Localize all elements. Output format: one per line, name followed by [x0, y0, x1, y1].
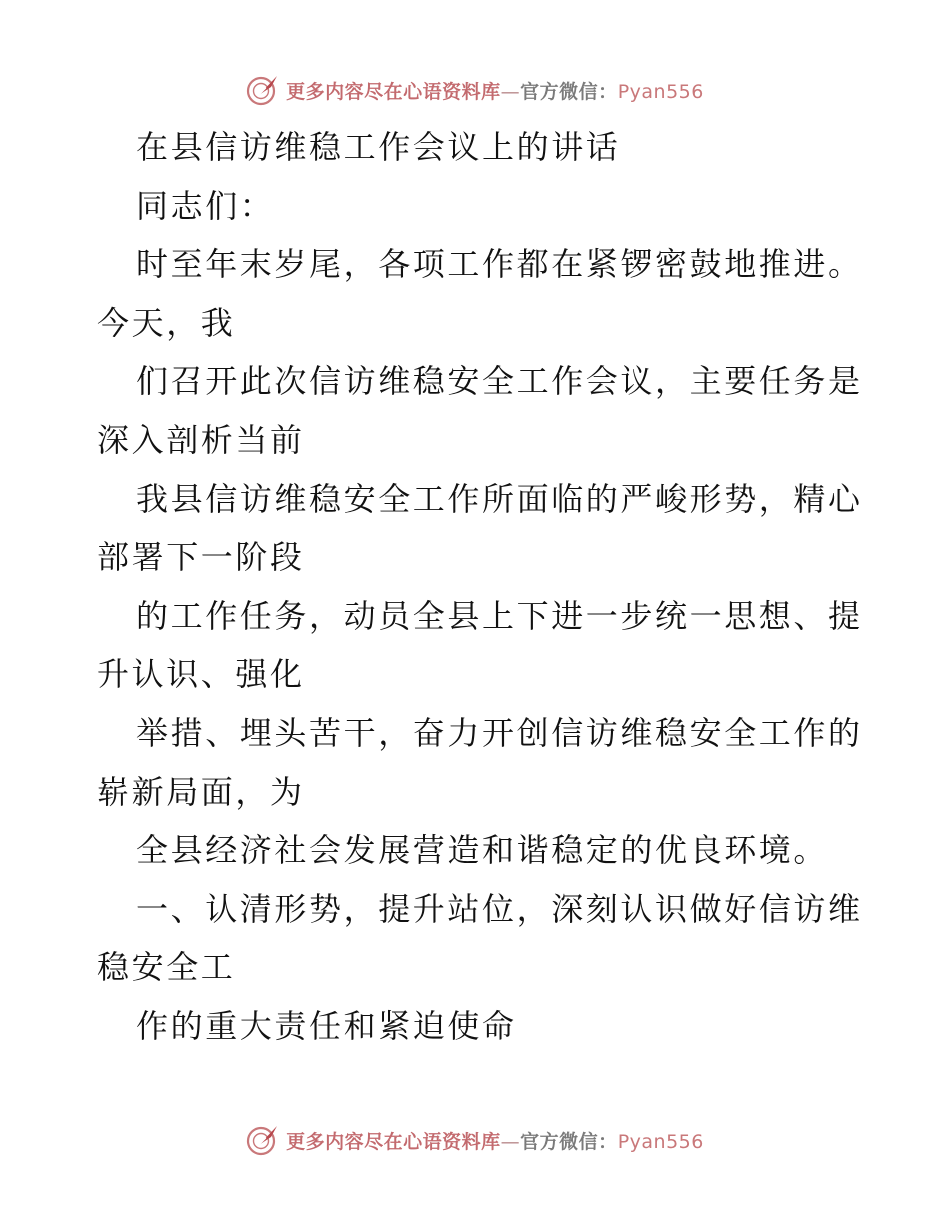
- doc-line: 全县经济社会发展营造和谐稳定的优良环境。: [136, 831, 829, 870]
- watermark-label: 官方微信：: [520, 1130, 618, 1153]
- watermark-text: [286, 1127, 704, 1154]
- doc-line: 同志们：: [136, 186, 275, 225]
- watermark-main: 更多内容尽在心语资料库: [286, 80, 501, 103]
- watermark-id: Pyan556: [617, 80, 704, 103]
- doc-line: 升认识、强化: [97, 655, 305, 694]
- doc-line: 崭新局面，为: [97, 772, 305, 811]
- feather-pen-logo-icon: [246, 73, 280, 107]
- watermark-text: [286, 77, 704, 104]
- watermark-label: 官方微信：: [520, 80, 618, 103]
- doc-line: 时至年末岁尾，各项工作都在紧锣密鼓地推进。: [136, 245, 863, 284]
- header-watermark: [0, 70, 950, 110]
- doc-line: 深入剖析当前: [97, 420, 305, 459]
- watermark-dash: —: [500, 80, 521, 103]
- watermark-main: 更多内容尽在心语资料库: [286, 1130, 501, 1153]
- watermark-dash: —: [500, 1130, 521, 1153]
- doc-line: 作的重大责任和紧迫使命: [136, 1006, 517, 1045]
- watermark-id: Pyan556: [617, 1130, 704, 1153]
- document-body: [97, 118, 863, 1056]
- doc-line: 今天，我: [97, 303, 236, 342]
- doc-line: 部署下一阶段: [97, 538, 305, 577]
- doc-line: 一、认清形势，提升站位，深刻认识做好信访维: [136, 889, 863, 928]
- doc-line: 在县信访维稳工作会议上的讲话: [136, 128, 621, 166]
- doc-line: 的工作任务，动员全县上下进一步统一思想、提: [136, 596, 863, 635]
- feather-pen-logo-icon: [246, 1123, 280, 1157]
- doc-line: 我县信访维稳安全工作所面临的严峻形势，精心: [136, 479, 863, 518]
- doc-line: 举措、埋头苦干，奋力开创信访维稳安全工作的: [136, 713, 863, 752]
- doc-line: 们召开此次信访维稳安全工作会议，主要任务是: [136, 362, 863, 401]
- footer-watermark: [0, 1120, 950, 1160]
- doc-line: 稳安全工: [97, 948, 236, 987]
